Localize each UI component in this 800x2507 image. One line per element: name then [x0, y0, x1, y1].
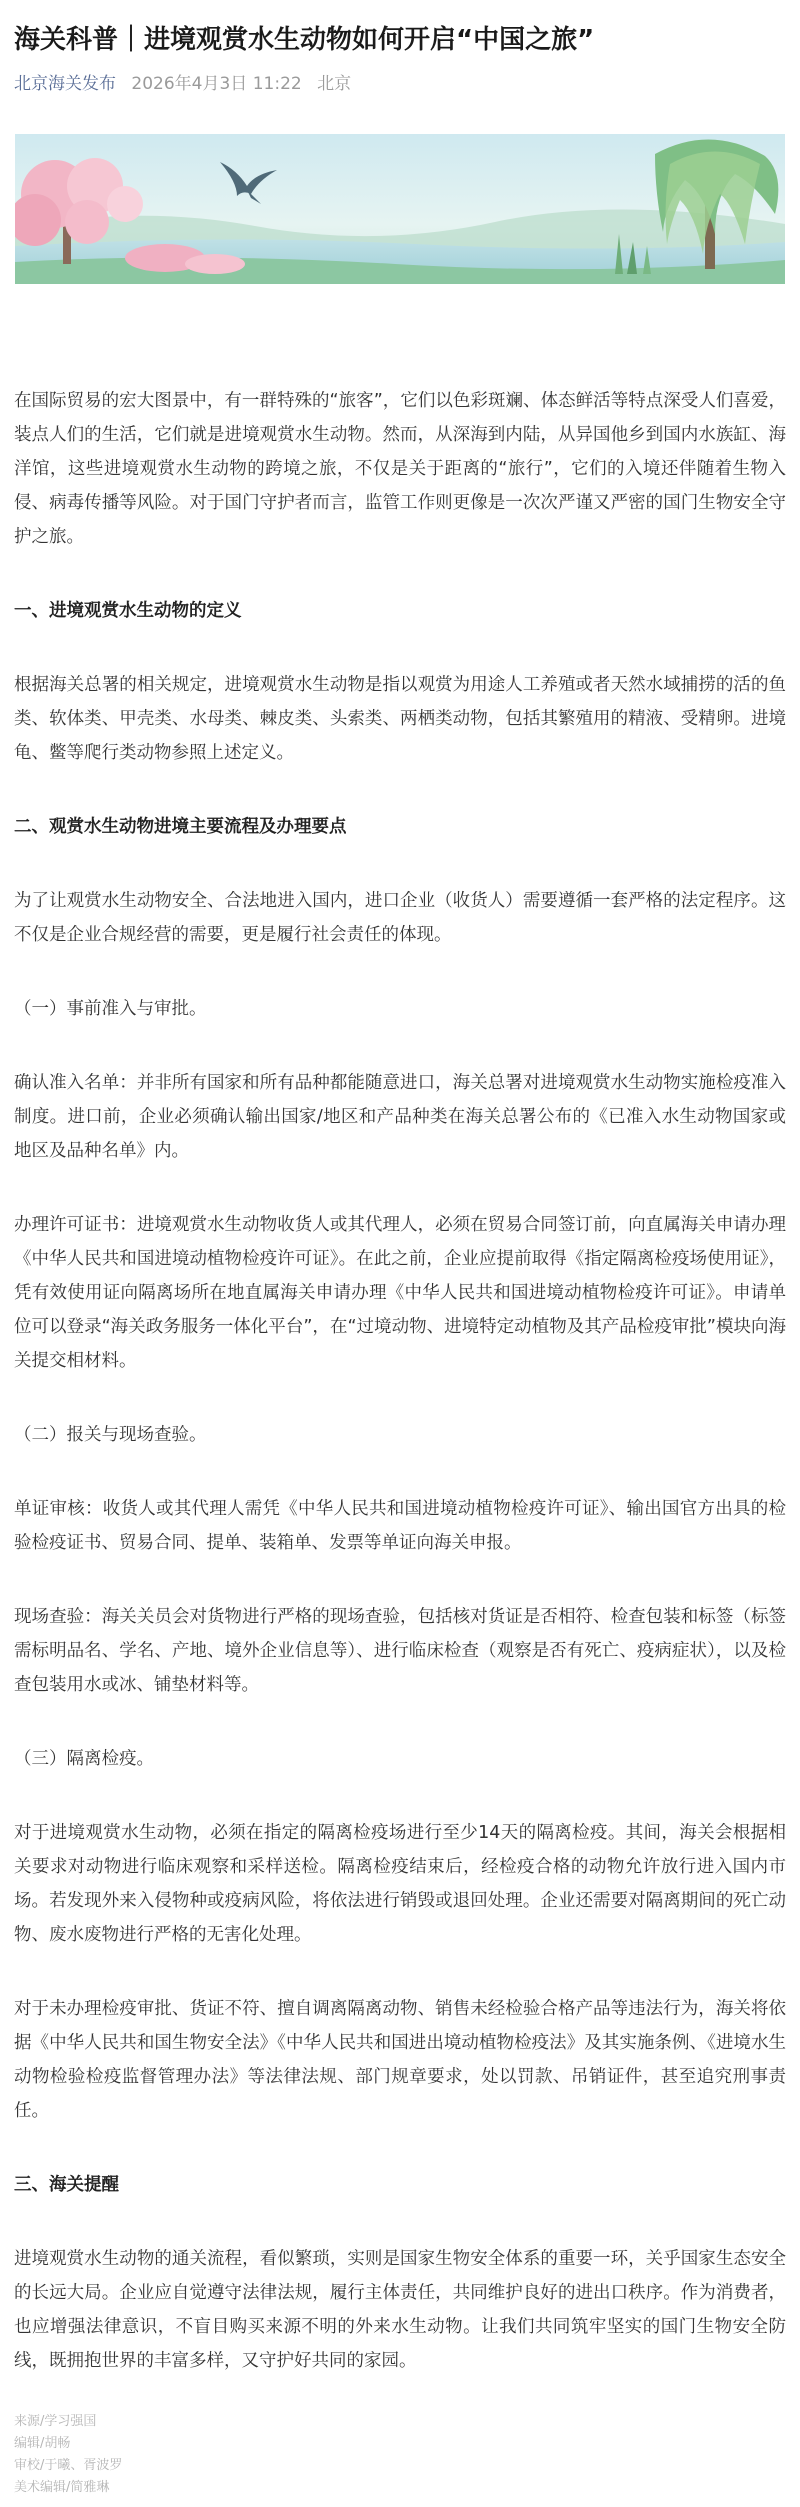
section-heading-process: 二、观赏水生动物进境主要流程及办理要点 [14, 817, 347, 837]
credit-line: 美术编辑/简雅琳 [14, 2480, 110, 2495]
intro-paragraph: 在国际贸易的宏大图景中，有一群特殊的“旅客”，它们以色彩斑斓、体态鲜活等特点深受人们喜爱，装点人们的生活，它们就是进境观赏水生动物。然而，从深海到内陆，从异国他乡到国内水族缸、海洋馆，这些进境观赏水生动物的跨境之旅，不仅是关于距离的“旅行”，它们的入境还伴随着生物入侵、病毒传播等风险。对于国门守护者而言，监管工作则更像是一次次严谨又严密的国门生物安全守护之旅。 [14, 391, 786, 547]
subheading-quarantine: （三）隔离检疫。 [14, 1749, 154, 1769]
article-meta [14, 72, 351, 96]
credit-line: 编辑/胡畅 [14, 2436, 71, 2451]
publish-location: 北京 [317, 74, 352, 94]
quarantine-paragraph: 对于进境观赏水生动物，必须在指定的隔离检疫场进行至少14天的隔离检疫。其间，海关会根据相关要求对动物进行临床观察和采样送检。隔离检疫结束后，经检疫合格的动物允许放行进入国内市场。若发现外来入侵物种或疫病风险，将依法进行销毁或退回处理。企业还需要对隔离期间的死亡动物、废水废物进行严格的无害化处理。 [14, 1823, 786, 1945]
section-heading-reminder: 三、海关提醒 [14, 2175, 119, 2195]
onsite-inspection-paragraph: 现场查验：海关关员会对货物进行严格的现场查验，包括核对货证是否相符、检查包装和标签（标签需标明品名、学名、产地、境外企业信息等）、进行临床检查（观察是否有死亡、疫病症状），以及检查包装用水或冰、铺垫材料等。 [14, 1607, 786, 1695]
spring-landscape-illustration [15, 134, 785, 284]
penalty-paragraph: 对于未办理检疫审批、货证不符、擅自调离隔离动物、销售未经检验合格产品等违法行为，海关将依据《中华人民共和国生物安全法》《中华人民共和国进出境动植物检疫法》及其实施条例、《进境水生动物检验检疫监督管理办法》等法律法规、部门规章要求，处以罚款、吊销证件，甚至追究刑事责任。 [14, 1999, 786, 2121]
subheading-pre-approval: （一）事前准入与审批。 [14, 999, 207, 1019]
section-heading-definition: 一、进境观赏水生动物的定义 [14, 601, 242, 621]
credit-line: 来源/学习强国 [14, 2414, 97, 2429]
document-review-paragraph: 单证审核：收货人或其代理人需凭《中华人民共和国进境动植物检疫许可证》、输出国官方出具的检验检疫证书、贸易合同、提单、装箱单、发票等单证向海关申报。 [14, 1499, 786, 1553]
subheading-declaration: （二）报关与现场查验。 [14, 1425, 207, 1445]
article-footer-credits [14, 2411, 414, 2499]
reminder-paragraph: 进境观赏水生动物的通关流程，看似繁琐，实则是国家生物安全体系的重要一环，关乎国家生态安全的长远大局。企业应自觉遵守法律法规，履行主体责任，共同维护良好的进出口秩序。作为消费者，也应增强法律意识，不盲目购买来源不明的外来水生动物。让我们共同筑牢坚实的国门生物安全防线，既拥抱世界的丰富多样，又守护好共同的家园。 [14, 2249, 786, 2371]
credit-line: 审校/于曦、胥波罗 [14, 2458, 123, 2473]
banner-illustration [15, 134, 785, 284]
publish-date: 2026年4月3日 11:22 [131, 74, 302, 94]
definition-paragraph: 根据海关总署的相关规定，进境观赏水生动物是指以观赏为用途人工养殖或者天然水域捕捞的活的鱼类、软体类、甲壳类、水母类、棘皮类、头索类、两栖类动物，包括其繁殖用的精液、受精卵。进境龟、鳖等爬行类动物参照上述定义。 [14, 675, 786, 763]
process-paragraph: 为了让观赏水生动物安全、合法地进入国内，进口企业（收货人）需要遵循一套严格的法定程序。这不仅是企业合规经营的需要，更是履行社会责任的体现。 [14, 891, 786, 945]
article-title: 海关科普｜进境观赏水生动物如何开启“中国之旅” [14, 25, 595, 55]
permit-paragraph: 办理许可证书：进境观赏水生动物收货人或其代理人，必须在贸易合同签订前，向直属海关申请办理《中华人民共和国进境动植物检疫许可证》。在此之前，企业应提前取得《指定隔离检疫场使用证》，凭有效使用证向隔离场所在地直属海关申请办理《中华人民共和国进境动植物检疫许可证》。申请单位可以登录“海关政务服务一体化平台”，在“过境动物、进境特定动植物及其产品检疫审批”模块向海关提交相材料。 [14, 1215, 786, 1371]
access-list-paragraph: 确认准入名单：并非所有国家和所有品种都能随意进口，海关总署对进境观赏水生动物实施检疫准入制度。进口前，企业必须确认输出国家/地区和产品种类在海关总署公布的《已准入水生动物国家或地区及品种名单》内。 [14, 1073, 786, 1161]
account-name-link[interactable]: 北京海关发布 [14, 74, 116, 94]
